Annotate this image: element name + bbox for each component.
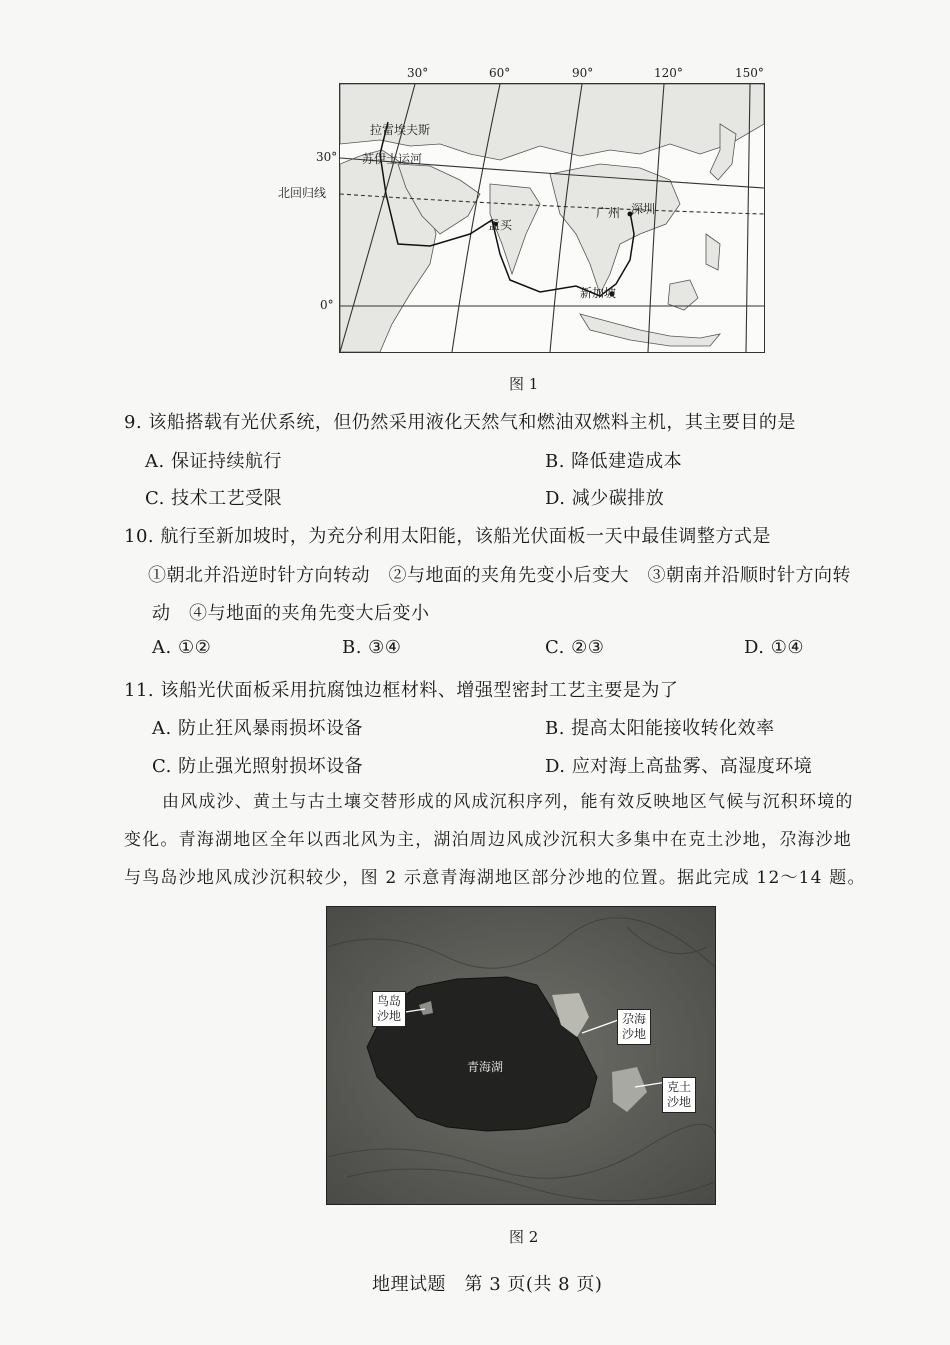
place-label-suez: 苏伊士运河: [362, 152, 423, 166]
gahai-tag-line-2: 沙地: [622, 1027, 647, 1041]
lon-label-120: 120°: [654, 66, 683, 80]
gahai-sandland-tag: [617, 1009, 651, 1045]
question-11-option-d[interactable]: D. 应对海上高盐雾、高湿度环境: [545, 756, 813, 777]
philippines-land: [706, 234, 720, 270]
question-10-option-b[interactable]: B. ③④: [342, 637, 402, 658]
lake-name-label: 青海湖: [467, 1060, 504, 1074]
question-9-option-d[interactable]: D. 减少碳排放: [545, 488, 665, 509]
place-label-singapore: 新加坡: [580, 286, 617, 300]
ketu-tag-line-1: 克土: [667, 1080, 692, 1094]
page-footer: 地理试题 第 3 页(共 8 页): [372, 1274, 603, 1295]
figure-1-caption: 图 1: [509, 375, 539, 393]
lon-label-60: 60°: [489, 66, 511, 80]
niaodao-sandland-tag: [372, 991, 406, 1027]
passage-line-3: 与鸟岛沙地风成沙沉积较少，图 2 示意青海湖地区部分沙地的位置。据此完成 12～14 题。: [124, 868, 866, 888]
question-10-option-a[interactable]: A. ①②: [152, 637, 212, 658]
place-label-lashi: 拉雷埃夫斯: [370, 123, 431, 137]
question-11-stem: 11. 该船光伏面板采用抗腐蚀边框材料、增强型密封工艺主要是为了: [124, 680, 679, 701]
question-10-option-d[interactable]: D. ①④: [744, 637, 805, 658]
question-11-option-b[interactable]: B. 提高太阳能接收转化效率: [545, 718, 775, 739]
question-9-option-a[interactable]: A. 保证持续航行: [145, 451, 282, 472]
question-9-stem: 9. 该船搭载有光伏系统，但仍然采用液化天然气和燃油双燃料主机，其主要目的是: [124, 412, 796, 433]
niaodao-tag-line-2: 沙地: [377, 1009, 402, 1023]
place-label-guangzhou: 广州: [596, 206, 621, 220]
question-10-statement-line-2: 动 ④与地面的夹角先变大后变小: [152, 603, 430, 624]
route-map-frame: [339, 83, 765, 353]
east-asia-land: [550, 164, 680, 294]
question-9-option-c[interactable]: C. 技术工艺受限: [145, 488, 283, 509]
lon-label-90: 90°: [572, 66, 594, 80]
gahai-tag-line-1: 尕海: [622, 1012, 647, 1026]
question-11-option-c[interactable]: C. 防止强光照射损坏设备: [152, 756, 364, 777]
lon-label-30: 30°: [407, 66, 429, 80]
question-11-option-a[interactable]: A. 防止狂风暴雨损坏设备: [152, 718, 363, 739]
satellite-svg: [327, 907, 715, 1204]
ketu-tag-line-2: 沙地: [667, 1095, 692, 1109]
passage-line-2: 变化。青海湖地区全年以西北风为主，湖泊周边风成沙沉积大多集中在克土沙地，尕海沙地: [124, 830, 852, 850]
lon-label-150: 150°: [735, 66, 764, 80]
figure-2-satellite-image: [326, 906, 716, 1205]
ketu-sandland-tag: [662, 1077, 696, 1113]
place-label-mumbai: 孟买: [488, 218, 513, 232]
lat-label-0: 0°: [320, 298, 334, 312]
question-10-statement-line-1: ①朝北并沿逆时针方向转动 ②与地面的夹角先变小后变大 ③朝南并沿顺时针方向转: [148, 565, 851, 586]
passage-line-1: 由风成沙、黄土与古土壤交替形成的风成沉积序列，能有效反映地区气候与沉积环境的: [162, 792, 854, 812]
figure-2-caption: 图 2: [509, 1228, 539, 1246]
niaodao-tag-line-1: 鸟岛: [377, 994, 402, 1008]
question-10-option-c[interactable]: C. ②③: [545, 637, 605, 658]
lat-label-30: 30°: [316, 150, 338, 164]
question-10-stem: 10. 航行至新加坡时，为充分利用太阳能，该船光伏面板一天中最佳调整方式是: [124, 526, 771, 547]
question-9-option-b[interactable]: B. 降低建造成本: [545, 451, 683, 472]
place-label-shenzhen: 深圳: [631, 202, 656, 216]
tropic-label: 北回归线: [278, 186, 327, 200]
